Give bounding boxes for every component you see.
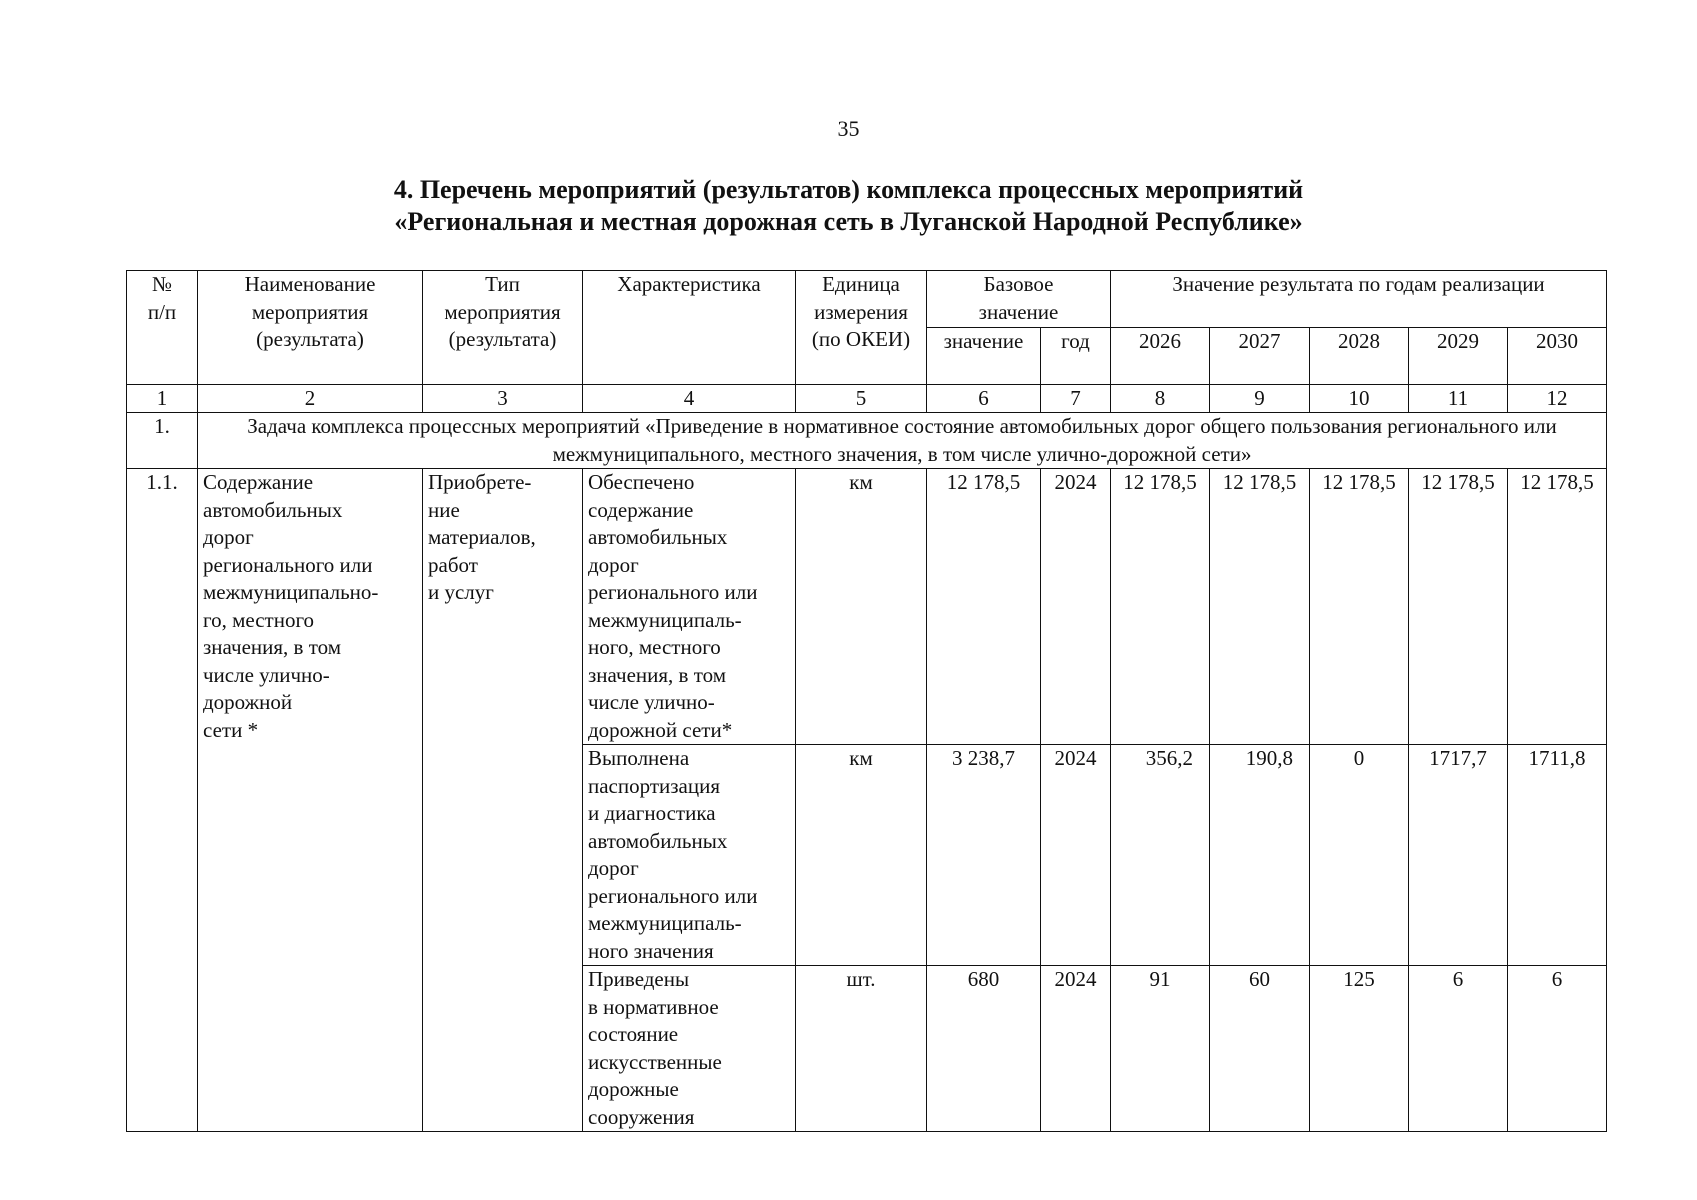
result-characteristic: Обеспечено содержание автомобильных дорог регионального или межмуниципаль- ного, местного значения, в том числе улично- дорожной сети* <box>583 469 796 745</box>
header-year: 2028 <box>1310 328 1409 385</box>
header-name: Наименование мероприятия (результата) <box>198 271 423 385</box>
header-year: 2027 <box>1210 328 1310 385</box>
result-value-2026: 356,2 <box>1111 745 1210 966</box>
result-unit: шт. <box>796 966 927 1132</box>
header-base-value: значение <box>927 328 1041 385</box>
header-base-year: год <box>1041 328 1111 385</box>
header-type: Тип мероприятия (результата) <box>423 271 583 385</box>
result-value-2030: 1711,8 <box>1508 745 1607 966</box>
result-base-value: 680 <box>927 966 1041 1132</box>
column-number: 12 <box>1508 385 1607 413</box>
measure-type: Приобрете- ние материалов, работ и услуг <box>423 469 583 1132</box>
column-number: 8 <box>1111 385 1210 413</box>
column-number: 3 <box>423 385 583 413</box>
column-number-row <box>127 385 1607 413</box>
measures-table <box>126 270 1607 1132</box>
result-value-2027: 190,8 <box>1210 745 1310 966</box>
result-base-value: 3 238,7 <box>927 745 1041 966</box>
result-unit: км <box>796 745 927 966</box>
document-title <box>0 174 1697 238</box>
column-number: 10 <box>1310 385 1409 413</box>
result-row <box>127 469 1607 745</box>
header-year: 2030 <box>1508 328 1607 385</box>
result-value-2029: 1717,7 <box>1409 745 1508 966</box>
header-years-group: Значение результата по годам реализации <box>1111 271 1607 328</box>
result-value-2028: 12 178,5 <box>1310 469 1409 745</box>
measure-number: 1.1. <box>127 469 198 1132</box>
header-unit: Единица измерения (по ОКЕИ) <box>796 271 927 385</box>
column-number: 6 <box>927 385 1041 413</box>
column-number: 1 <box>127 385 198 413</box>
result-value-2030: 12 178,5 <box>1508 469 1607 745</box>
result-base-year: 2024 <box>1041 469 1111 745</box>
result-unit: км <box>796 469 927 745</box>
result-value-2027: 60 <box>1210 966 1310 1132</box>
result-value-2026: 12 178,5 <box>1111 469 1210 745</box>
task-row <box>127 413 1607 469</box>
page-number: 35 <box>837 116 860 141</box>
header-row <box>127 271 1607 328</box>
result-base-year: 2024 <box>1041 966 1111 1132</box>
column-number: 4 <box>583 385 796 413</box>
column-number: 9 <box>1210 385 1310 413</box>
result-value-2027: 12 178,5 <box>1210 469 1310 745</box>
result-value-2030: 6 <box>1508 966 1607 1132</box>
result-value-2029: 6 <box>1409 966 1508 1132</box>
task-number: 1. <box>127 413 198 469</box>
column-number: 2 <box>198 385 423 413</box>
measure-name: Содержание автомобильных дорог регионального или межмуниципально- го, местного значения, в том числе улично- дорожной сети * <box>198 469 423 1132</box>
result-base-year: 2024 <box>1041 745 1111 966</box>
column-number: 11 <box>1409 385 1508 413</box>
result-characteristic: Приведены в нормативное состояние искусственные дорожные сооружения <box>583 966 796 1132</box>
task-text: Задача комплекса процессных мероприятий «Приведение в нормативное состояние автомобильных дорог общего пользования регионального или межмуниципального, местного значения, в том числе улично-дорожной сети» <box>198 413 1607 469</box>
result-characteristic: Выполнена паспортизация и диагностика автомобильных дорог регионального или межмуниципаль- ного значения <box>583 745 796 966</box>
column-number: 7 <box>1041 385 1111 413</box>
header-num: № п/п <box>127 271 198 385</box>
header-year: 2026 <box>1111 328 1210 385</box>
header-year: 2029 <box>1409 328 1508 385</box>
result-value-2028: 0 <box>1310 745 1409 966</box>
result-value-2026: 91 <box>1111 966 1210 1132</box>
title-line-2: «Региональная и местная дорожная сеть в Луганской Народной Республике» <box>394 207 1303 236</box>
column-number: 5 <box>796 385 927 413</box>
header-characteristic: Характеристика <box>583 271 796 385</box>
result-value-2029: 12 178,5 <box>1409 469 1508 745</box>
result-value-2028: 125 <box>1310 966 1409 1132</box>
result-base-value: 12 178,5 <box>927 469 1041 745</box>
title-line-1: 4. Перечень мероприятий (результатов) комплекса процессных мероприятий <box>393 175 1304 204</box>
header-base: Базовое значение <box>927 271 1111 328</box>
